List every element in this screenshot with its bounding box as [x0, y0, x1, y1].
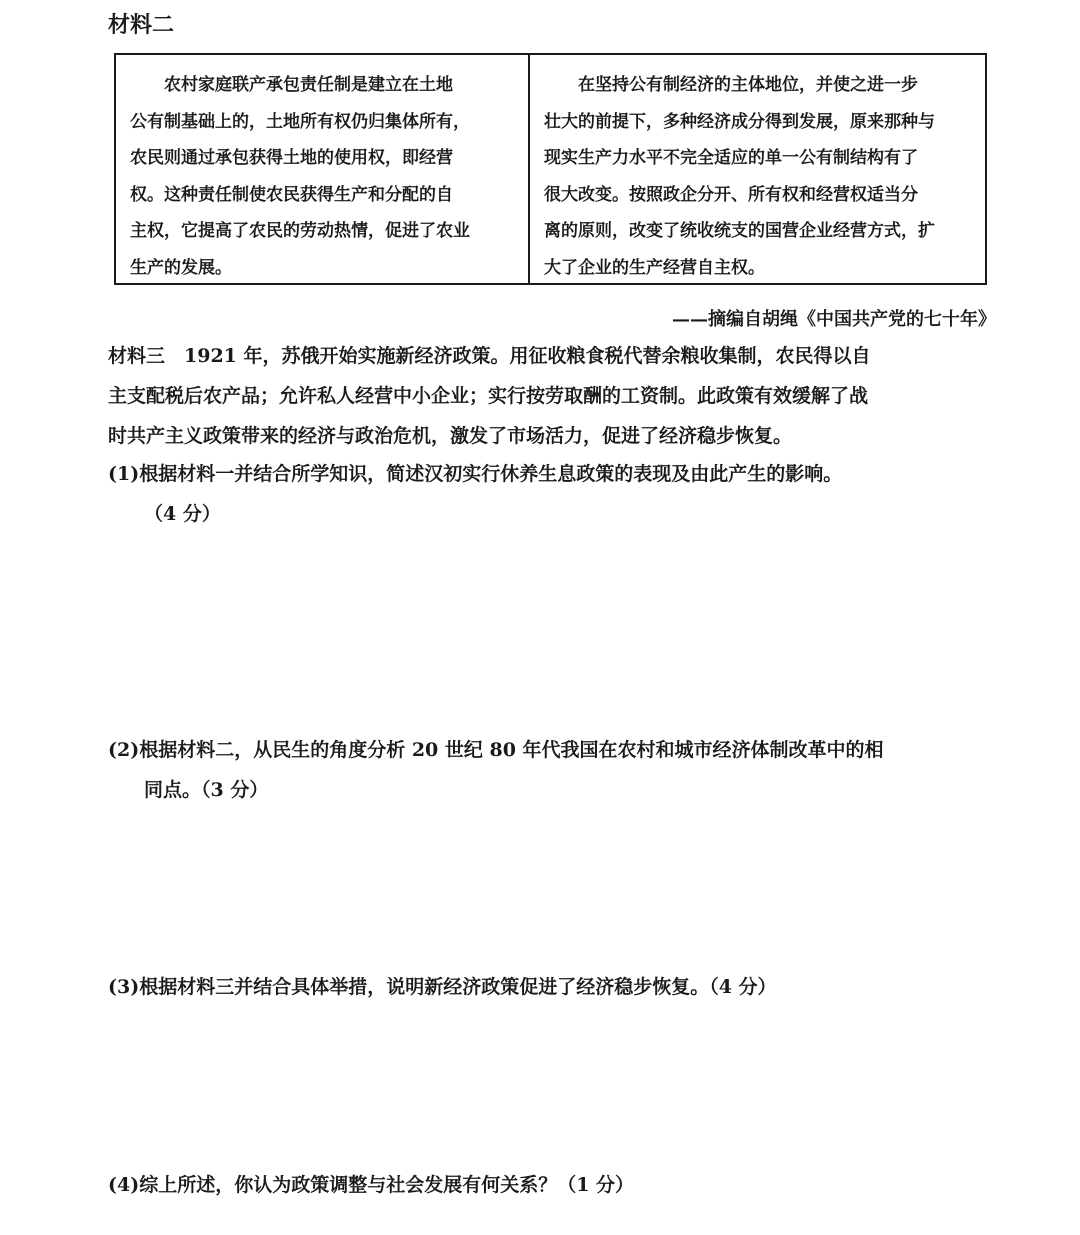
question-text: (1)根据材料一并结合所学知识，简述汉初实行休养生息政策的表现及由此产生的影响。	[108, 463, 843, 485]
material-three-paragraph	[108, 336, 1008, 456]
table-text-line: 权。这种责任制使农民获得生产和分配的自	[130, 184, 453, 205]
paragraph-line: 材料三 1921 年，苏俄开始实施新经济政策。用征收粮食税代替余粮收集制，农民得以自	[108, 345, 871, 367]
question-text: (3)根据材料三并结合具体举措，说明新经济政策促进了经济稳步恢复。（4 分）	[108, 976, 777, 998]
table-text-line: 主权，它提高了农民的劳动热情，促进了农业	[130, 221, 470, 241]
table-text-line: 壮大的前提下，多种经济成分得到发展，原来那种与	[544, 111, 935, 132]
question-1	[108, 454, 1008, 534]
table-text-line: 生产的发展。	[130, 257, 232, 278]
question-text: (4)综上所述，你认为政策调整与社会发展有何关系？（1 分）	[108, 1174, 635, 1196]
table-text-line: 农民则通过承包获得土地的使用权，即经营	[130, 148, 453, 168]
material-two-table	[114, 53, 987, 285]
question-2	[108, 730, 1008, 810]
table-text-line: 在坚持公有制经济的主体地位，并使之进一步	[544, 75, 918, 95]
material-two-heading: 材料二	[108, 13, 175, 38]
table-text-line: 公有制基础上的，土地所有权仍归集体所有，	[130, 111, 470, 132]
question-score: （4 分）	[144, 503, 221, 525]
table-cell-rural-reform	[116, 55, 530, 283]
table-cell-urban-reform	[530, 55, 985, 283]
table-text-line: 很大改变。按照政企分开、所有权和经营权适当分	[544, 184, 918, 205]
question-4	[108, 1165, 1008, 1205]
table-text-line: 农村家庭联产承包责任制是建立在土地	[130, 75, 453, 95]
table-text-line: 离的原则，改变了统收统支的国营企业经营方式，扩	[544, 221, 935, 241]
question-text-continued: 同点。（3 分）	[144, 779, 269, 801]
question-3	[108, 967, 1008, 1007]
table-text-line: 现实生产力水平不完全适应的单一公有制结构有了	[544, 148, 918, 168]
source-citation: ——摘编自胡绳《中国共产党的七十年》	[672, 309, 996, 330]
paragraph-line: 时共产主义政策带来的经济与政治危机，激发了市场活力，促进了经济稳步恢复。	[108, 425, 793, 447]
paragraph-line: 主支配税后农产品；允许私人经营中小企业；实行按劳取酬的工资制。此政策有效缓解了战	[108, 385, 869, 407]
question-text: (2)根据材料二，从民生的角度分析 20 世纪 80 年代我国在农村和城市经济体制改革中的相	[108, 739, 884, 761]
table-text-line: 大了企业的生产经营自主权。	[544, 257, 765, 278]
